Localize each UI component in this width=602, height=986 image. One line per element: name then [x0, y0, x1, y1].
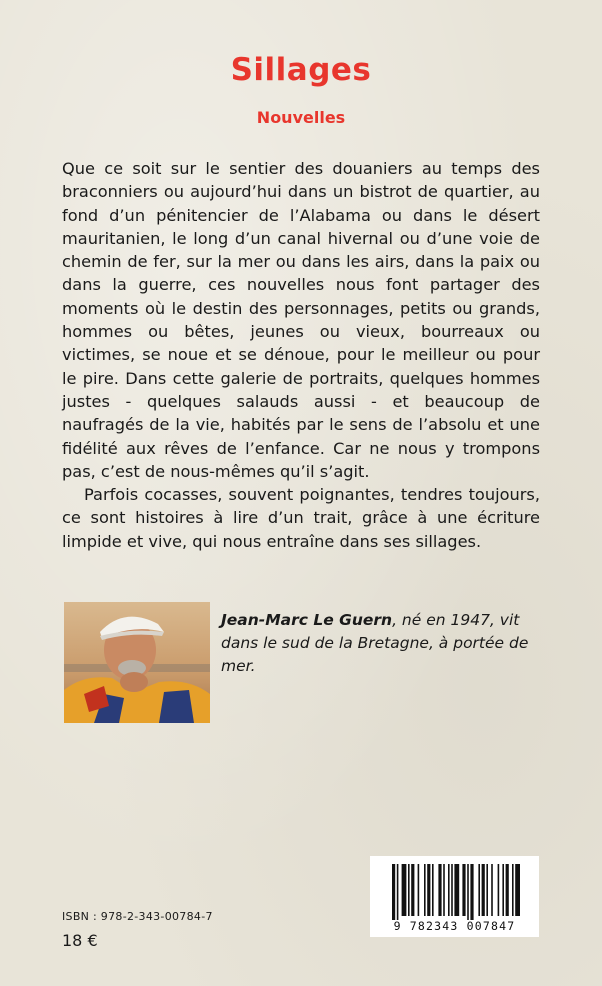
- barcode-bar: [454, 864, 459, 916]
- barcode-bar: [486, 864, 488, 916]
- barcode-bar: [411, 864, 414, 916]
- barcode-digits: 9 782343 007847: [393, 919, 516, 933]
- author-bio-text: , né en 1947, vit dans le sud de la Bretagne, à portée de mer.: [221, 611, 529, 675]
- barcode-bar: [498, 864, 500, 916]
- barcode-bar: [397, 864, 399, 920]
- barcode-bar: [418, 864, 420, 916]
- author-portrait-icon: [64, 602, 210, 723]
- barcode-bar: [506, 864, 509, 916]
- barcode-bar: [443, 864, 445, 916]
- barcode-bar: [438, 864, 441, 916]
- isbn: ISBN : 978-2-343-00784-7: [62, 910, 213, 923]
- barcode-bar: [451, 864, 453, 916]
- author-bio: [221, 609, 538, 678]
- barcode-bar: [462, 864, 465, 916]
- blurb: [62, 157, 540, 553]
- barcode-bar: [424, 864, 426, 916]
- barcode-bar: [482, 864, 485, 916]
- barcode-bar: [502, 864, 504, 916]
- barcode: [370, 856, 539, 937]
- book-subtitle: Nouvelles: [256, 108, 346, 127]
- barcode-bar: [402, 864, 407, 916]
- book-title: Sillages: [230, 52, 372, 88]
- barcode-bar: [512, 864, 514, 916]
- barcode-bar: [478, 864, 480, 916]
- barcode-bar: [448, 864, 450, 916]
- barcode-bar: [427, 864, 430, 916]
- blurb-paragraph-1: Que ce soit sur le sentier des douaniers au temps des braconniers ou aujourd’hui dans un bistrot de quartier, au fond d’un pénitencier de l’Alabama ou dans le désert mauritanien, le long d’un canal hivernal ou d’une voie de chemin de fer, sur la mer ou dans les airs, dans la paix ou dans la guerre, ces nouvelles nous font partager des moments où le destin des personnages, petits ou grands, hommes ou bêtes, jeunes ou vieux, bourreaux ou victimes, se noue et se dénoue, pour le meilleur ou pour le pire. Dans cette galerie de portraits, quelques hommes justes - quelques salauds aussi - et beaucoup de naufragés de la vie, habités par le sens de l’absolu et une fidélité aux rêves de l’enfance. Car ne nous y trompons pas, c’est de nous-mêmes qu’il s’agit.: [62, 159, 540, 481]
- blurb-paragraph-2: Parfois cocasses, souvent poignantes, tendres toujours, ce sont histoires à lire d’un trait, grâce à une écriture limpide et vive, qui nous entraîne dans ses sillages.: [62, 485, 540, 551]
- barcode-bar: [470, 864, 473, 920]
- author-photo: [64, 602, 210, 723]
- barcode-bar: [392, 864, 395, 920]
- barcode-bar: [491, 864, 493, 916]
- barcode-bar: [432, 864, 434, 916]
- barcode-bar: [408, 864, 410, 916]
- barcode-bar: [467, 864, 469, 920]
- price: 18 €: [62, 931, 98, 950]
- author-name: Jean-Marc Le Guern: [221, 611, 393, 629]
- barcode-bar: [515, 864, 520, 916]
